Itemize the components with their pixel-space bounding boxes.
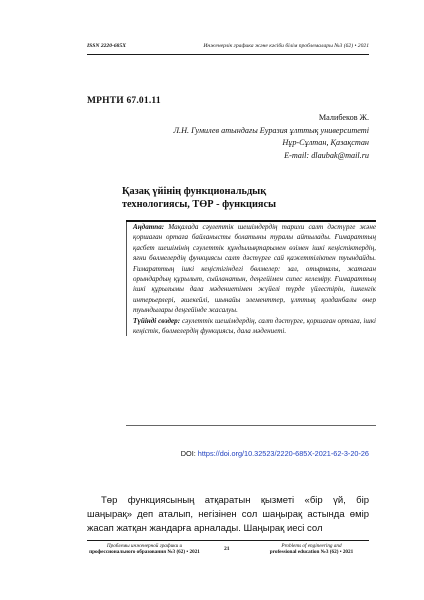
header-divider <box>87 54 369 55</box>
keywords-paragraph <box>133 316 376 337</box>
author-city: Нұр-Сұлтан, Қазақстан <box>282 138 369 148</box>
footer-right-top: Problems of engineering and <box>281 543 342 549</box>
article-title <box>122 185 347 211</box>
abstract-bottom-rule <box>126 425 376 426</box>
author-affiliation: Л.Н. Гумилев атындағы Еуразия ұлттық университеті <box>173 125 369 135</box>
issn-label: ISSN 2220-685X <box>87 43 127 49</box>
abstract-section <box>126 222 376 336</box>
footer-divider <box>87 540 369 541</box>
page-number: 21 <box>224 546 230 552</box>
author-email: E-mail: dlaubak@mail.ru <box>284 150 369 160</box>
abstract-label: Аңдатпа: <box>133 223 165 231</box>
keywords-text: сәулеттік шешімдердің, салт дәстүрге, қоршаған ортаға, ішкі кеңістік, бөлмелердің функциясы, дала мәдениеті. <box>133 316 376 336</box>
keywords-label: Түйінді сөздер: <box>133 316 181 325</box>
author-block <box>174 112 370 162</box>
author-name: Малибеков Ж. <box>318 113 369 122</box>
mrnti-code: МРНТИ 67.01.11 <box>87 96 161 106</box>
doi-link[interactable]: https://doi.org/10.32523/2220-685X-2021-62-3-20-26 <box>197 449 369 458</box>
doi-line <box>181 449 369 458</box>
footer-right <box>254 543 369 555</box>
footer-left-top: Проблемы инженерной графики и <box>106 543 183 549</box>
abstract-text: Мақалада сәулеттік шешімдердің тарихи салт дәстүрге және қоршаған ортаға байланысты болатыны туралы айтылады. Ғимараттың қасбет шешімінің сәулеттік құндылықтарымен өзімен ішкі кеңістіктердің, яғни бөлмелердің функциясы салт дәстүрге сай қажеттіліктен туындайды. Ғимараттың ішкі кеңістігіндегі бөлмелер: зал, отырмалы, жатаған орындардың құрылыт, сыйланатын, деңгейімен сипес келеміру. Ғимараттың ішкі құрылымы дала мәдениетімен жүйелі түрде үйлестірін, ішкенгік интерьерлері, әшекейлі, шынайы элементтер, ұлттық қолданбалы өнер туындылары деңгейінде жасалуы. <box>133 223 376 315</box>
abstract-paragraph <box>133 222 376 316</box>
footer-left-bottom: профессионального образования №3 (62) • 2021 <box>89 549 200 556</box>
title-line-2: технологиясы, ТӨР - функциясы <box>122 199 277 210</box>
body-paragraph: Төр функциясының атқаратын қызметі «бір үй, бір шаңырақ» деп аталып, негізінен сол шаңырақ астында өмір жасап жатқан жандарға арналады. Шаңырақ иесі сол <box>87 495 369 535</box>
title-line-1: Қазақ үйінің функциональдық <box>122 186 267 197</box>
doi-label: DOI: <box>180 449 198 458</box>
footer-right-bottom: professional education №3 (62) • 2021 <box>269 549 354 556</box>
footer-left <box>87 543 202 555</box>
journal-title: Инженерлік графика және кәсіби білім проблемалары №3 (62) • 2021 <box>203 43 369 49</box>
